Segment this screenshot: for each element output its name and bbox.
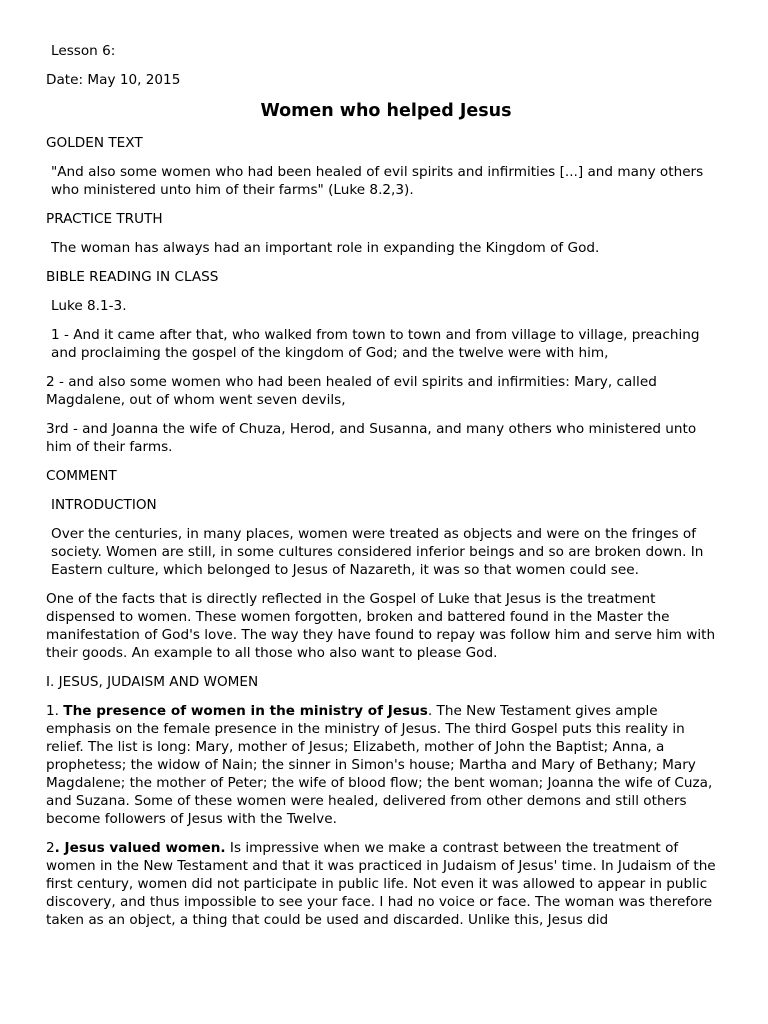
point-1-paragraph	[46, 702, 726, 828]
document-page	[46, 42, 726, 940]
golden-text: "And also some women who had been healed of evil spirits and infirmities [...] and many others who ministered unto him of their farms" (Luke 8.2,3).	[51, 164, 704, 198]
practice-truth: The woman has always had an important role in expanding the Kingdom of God.	[51, 240, 600, 256]
bible-reference: Luke 8.1-3.	[51, 298, 127, 314]
point-1-number: 1.	[46, 703, 64, 719]
verse-3: 3rd - and Joanna the wife of Chuza, Herod, and Susanna, and many others who ministered unto him of their farms.	[46, 421, 697, 455]
golden-text-heading: GOLDEN TEXT	[46, 135, 143, 151]
point-1-body: . The New Testament gives ample emphasis on the female presence in the ministry of Jesus. The third Gospel puts this reality in relief. The list is long: Mary, mother of Jesus; Elizabeth, mother of John the Baptist; Anna, a prophetess; the widow of Nain; the sinner in Simon's house; Martha and Mary of Bethany; Mary Magdalene; the mother of Peter; the wife of blood flow; the bent woman; Joanna the wife of Cuza, and Suzana. Some of these women were healed, delivered from other demons and still others become followers of Jesus with the Twelve.	[46, 703, 713, 827]
introduction-heading: INTRODUCTION	[51, 497, 157, 513]
bible-reading-heading: BIBLE READING IN CLASS	[46, 269, 219, 285]
intro-paragraph-2: One of the facts that is directly reflected in the Gospel of Luke that Jesus is the treatment dispensed to women. These women forgotten, broken and battered found in the Master the manifestation of God's love. The way they have found to repay was follow him and serve him with their goods. An example to all those who also want to please God.	[46, 591, 716, 661]
verse-2: 2 - and also some women who had been healed of evil spirits and infirmities: Mary, called Magdalene, out of whom went seven devils,	[46, 374, 657, 408]
point-2-number: 2	[46, 840, 55, 856]
verse-1: 1 - And it came after that, who walked from town to town and from village to village, preaching and proclaiming the gospel of the kingdom of God; and the twelve were with him,	[51, 327, 700, 361]
page-title: Women who helped Jesus	[260, 101, 512, 121]
lesson-date: Date: May 10, 2015	[46, 72, 181, 88]
point-2-body: Is impressive when we make a contrast between the treatment of women in the New Testament and that it was practiced in Judaism of Jesus' time. In Judaism of the first century, women did not participate in public life. Not even it was allowed to appear in public discovery, and thus impossible to see your face. I had no voice or face. The woman was therefore taken as an object, a thing that could be used and discarded. Unlike this, Jesus did	[46, 840, 716, 928]
comment-heading: COMMENT	[46, 468, 117, 484]
lesson-number: Lesson 6:	[51, 43, 116, 59]
section-1-heading: I. JESUS, JUDAISM AND WOMEN	[46, 674, 259, 690]
point-1-title: The presence of women in the ministry of Jesus	[63, 703, 428, 719]
practice-truth-heading: PRACTICE TRUTH	[46, 211, 163, 227]
point-2-paragraph	[46, 839, 726, 929]
point-2-title: . Jesus valued women.	[54, 840, 226, 856]
intro-paragraph-1: Over the centuries, in many places, women were treated as objects and were on the fringes of society. Women are still, in some cultures considered inferior beings and so are broken down. In Eastern culture, which belonged to Jesus of Nazareth, it was so that women could see.	[51, 526, 704, 578]
